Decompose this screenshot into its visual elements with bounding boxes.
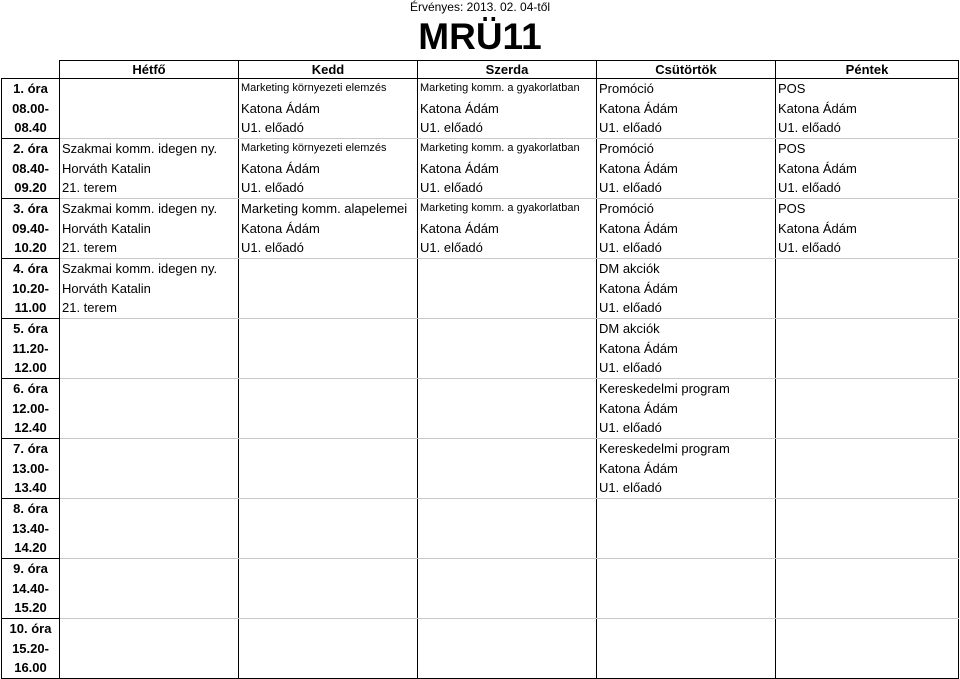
lesson-time-line: 13.00-	[12, 460, 49, 476]
lesson-time-line: 4. óra	[13, 261, 48, 276]
teacher-name: Katona Ádám	[420, 220, 499, 236]
lesson-time-line: 8. óra	[13, 501, 48, 516]
lesson-time-line: 2. óra	[13, 141, 48, 156]
subject-name: Kereskedelmi program	[599, 441, 730, 456]
lesson-row	[2, 619, 959, 679]
day-header: Szerda	[418, 61, 597, 79]
lesson-cell	[597, 319, 776, 379]
room-name: U1. előadó	[420, 120, 483, 135]
lesson-cell	[418, 499, 597, 559]
lesson-time-cell	[2, 439, 60, 499]
lesson-cell	[418, 259, 597, 319]
room-name: U1. előadó	[599, 180, 662, 195]
teacher-name: Katona Ádám	[778, 160, 857, 176]
lesson-cell	[239, 559, 418, 619]
lesson-cell	[776, 499, 959, 559]
teacher-name: Katona Ádám	[599, 100, 678, 116]
teacher-name: Katona Ádám	[599, 220, 678, 236]
teacher-name: Horváth Katalin	[62, 220, 151, 236]
lesson-time-line: 3. óra	[13, 201, 48, 216]
lesson-cell	[239, 619, 418, 679]
lesson-cell	[776, 259, 959, 319]
room-name: 21. terem	[62, 300, 117, 315]
day-header: Kedd	[239, 61, 418, 79]
room-name: U1. előadó	[778, 120, 841, 135]
room-name: U1. előadó	[599, 240, 662, 255]
teacher-name: Katona Ádám	[420, 100, 499, 116]
lesson-cell	[60, 559, 239, 619]
lesson-time-line: 11.00	[14, 300, 47, 315]
subject-name: Kereskedelmi program	[599, 381, 730, 396]
lesson-time-cell	[2, 199, 60, 259]
lesson-cell	[776, 439, 959, 499]
subject-name: Promóció	[599, 201, 654, 216]
day-header: Hétfő	[60, 61, 239, 79]
lesson-cell	[60, 439, 239, 499]
lesson-row	[2, 319, 959, 379]
validity-note: Érvényes: 2013. 02. 04-től	[409, 0, 551, 14]
subject-name: POS	[778, 141, 806, 156]
room-name: 21. terem	[62, 180, 117, 195]
lesson-cell	[239, 79, 418, 139]
room-name: U1. előadó	[599, 300, 662, 315]
lesson-time-line: 09.40-	[12, 220, 49, 236]
lesson-cell	[418, 79, 597, 139]
lesson-cell	[597, 139, 776, 199]
lesson-time-line: 14.40-	[12, 580, 49, 596]
teacher-name: Horváth Katalin	[62, 280, 151, 296]
lesson-cell	[597, 619, 776, 679]
teacher-name: Katona Ádám	[778, 100, 857, 116]
teacher-name: Katona Ádám	[599, 280, 678, 296]
lesson-cell	[776, 139, 959, 199]
teacher-name: Katona Ádám	[599, 460, 678, 476]
day-header-row	[2, 61, 959, 79]
room-name: U1. előadó	[241, 120, 304, 135]
lesson-time-cell	[2, 139, 60, 199]
lesson-time-line: 16.00	[14, 660, 47, 675]
room-name: U1. előadó	[778, 240, 841, 255]
lesson-time-line: 14.20	[14, 540, 47, 555]
lesson-cell	[597, 199, 776, 259]
lesson-time-line: 11.20-	[12, 340, 49, 356]
room-name: U1. előadó	[599, 420, 662, 435]
lesson-cell	[418, 199, 597, 259]
lesson-row	[2, 139, 959, 199]
lesson-time-cell	[2, 559, 60, 619]
lesson-row	[2, 379, 959, 439]
lesson-time-line: 10. óra	[9, 621, 52, 636]
lesson-cell	[597, 559, 776, 619]
lesson-cell	[418, 619, 597, 679]
room-name: U1. előadó	[420, 240, 483, 255]
lesson-time-line: 08.40	[14, 120, 47, 135]
day-header: Csütörtök	[597, 61, 776, 79]
lesson-time-line: 12.00-	[12, 400, 49, 416]
lesson-cell	[239, 379, 418, 439]
lesson-cell	[418, 439, 597, 499]
lesson-cell	[597, 499, 776, 559]
lesson-cell	[60, 619, 239, 679]
lesson-time-cell	[2, 499, 60, 559]
lesson-row	[2, 199, 959, 259]
lesson-cell	[418, 379, 597, 439]
lesson-cell	[60, 139, 239, 199]
teacher-name: Katona Ádám	[599, 400, 678, 416]
subject-name: POS	[778, 201, 806, 216]
subject-name: Marketing komm. alapelemei	[241, 201, 408, 216]
teacher-name: Horváth Katalin	[62, 160, 151, 176]
teacher-name: Katona Ádám	[241, 100, 320, 116]
lesson-cell	[776, 199, 959, 259]
lesson-time-cell	[2, 619, 60, 679]
subject-name: Promóció	[599, 141, 654, 156]
corner-cell	[2, 61, 60, 79]
page-title: MRÜ11	[418, 16, 542, 57]
lesson-time-cell	[2, 79, 60, 139]
room-name: U1. előadó	[599, 120, 662, 135]
lesson-cell	[60, 199, 239, 259]
lesson-row	[2, 259, 959, 319]
lesson-cell	[597, 379, 776, 439]
lesson-time-line: 9. óra	[13, 561, 48, 576]
lesson-cell	[776, 319, 959, 379]
lesson-cell	[239, 259, 418, 319]
teacher-name: Katona Ádám	[599, 160, 678, 176]
room-name: U1. előadó	[778, 180, 841, 195]
lesson-cell	[60, 379, 239, 439]
teacher-name: Katona Ádám	[599, 340, 678, 356]
lesson-time-line: 13.40-	[12, 520, 49, 536]
lesson-cell	[776, 379, 959, 439]
subject-name: DM akciók	[599, 321, 660, 336]
subject-name: Szakmai komm. idegen ny.	[62, 201, 218, 216]
lesson-time-line: 15.20-	[12, 640, 49, 656]
lesson-cell	[418, 319, 597, 379]
lesson-cell	[776, 619, 959, 679]
lesson-time-line: 1. óra	[13, 81, 48, 96]
teacher-name: Katona Ádám	[778, 220, 857, 236]
lesson-time-line: 6. óra	[13, 381, 48, 396]
teacher-name: Katona Ádám	[420, 160, 499, 176]
lesson-row	[2, 439, 959, 499]
teacher-name: Katona Ádám	[241, 160, 320, 176]
room-name: U1. előadó	[241, 240, 304, 255]
lesson-time-cell	[2, 259, 60, 319]
lesson-cell	[239, 199, 418, 259]
lesson-cell	[239, 139, 418, 199]
subject-name: DM akciók	[599, 261, 660, 276]
lesson-cell	[60, 79, 239, 139]
lesson-cell	[60, 259, 239, 319]
lesson-cell	[239, 499, 418, 559]
lesson-row	[2, 499, 959, 559]
lesson-time-line: 09.20	[14, 180, 47, 195]
subject-name: Promóció	[599, 81, 654, 96]
subject-name: Marketing komm. a gyakorlatban	[420, 142, 580, 154]
lesson-time-cell	[2, 319, 60, 379]
day-header: Péntek	[776, 61, 959, 79]
subject-name: Marketing környezeti elemzés	[241, 142, 387, 154]
subject-name: Marketing komm. a gyakorlatban	[420, 202, 580, 214]
room-name: U1. előadó	[420, 180, 483, 195]
lesson-row	[2, 559, 959, 619]
lesson-time-line: 08.00-	[12, 100, 49, 116]
timetable	[1, 60, 959, 679]
timetable-body	[2, 79, 959, 679]
subject-name: Szakmai komm. idegen ny.	[62, 141, 218, 156]
lesson-time-line: 15.20	[14, 600, 47, 615]
lesson-time-line: 5. óra	[13, 321, 48, 336]
lesson-time-cell	[2, 379, 60, 439]
lesson-cell	[597, 259, 776, 319]
teacher-name: Katona Ádám	[241, 220, 320, 236]
lesson-cell	[597, 439, 776, 499]
lesson-time-line: 08.40-	[12, 160, 49, 176]
room-name: U1. előadó	[241, 180, 304, 195]
lesson-time-line: 10.20	[14, 240, 47, 255]
lesson-cell	[60, 499, 239, 559]
subject-name: Szakmai komm. idegen ny.	[62, 261, 218, 276]
lesson-time-line: 12.00	[14, 360, 47, 375]
room-name: U1. előadó	[599, 360, 662, 375]
lesson-cell	[597, 79, 776, 139]
subject-name: POS	[778, 81, 806, 96]
lesson-time-line: 12.40	[14, 420, 47, 435]
lesson-time-line: 13.40	[14, 480, 47, 495]
lesson-cell	[418, 559, 597, 619]
lesson-cell	[776, 559, 959, 619]
lesson-cell	[239, 439, 418, 499]
subject-name: Marketing komm. a gyakorlatban	[420, 82, 580, 94]
lesson-cell	[418, 139, 597, 199]
lesson-row	[2, 79, 959, 139]
lesson-time-line: 7. óra	[13, 441, 48, 456]
lesson-time-line: 10.20-	[12, 280, 49, 296]
room-name: 21. terem	[62, 240, 117, 255]
lesson-cell	[60, 319, 239, 379]
room-name: U1. előadó	[599, 480, 662, 495]
subject-name: Marketing környezeti elemzés	[241, 82, 387, 94]
lesson-cell	[239, 319, 418, 379]
lesson-cell	[776, 79, 959, 139]
